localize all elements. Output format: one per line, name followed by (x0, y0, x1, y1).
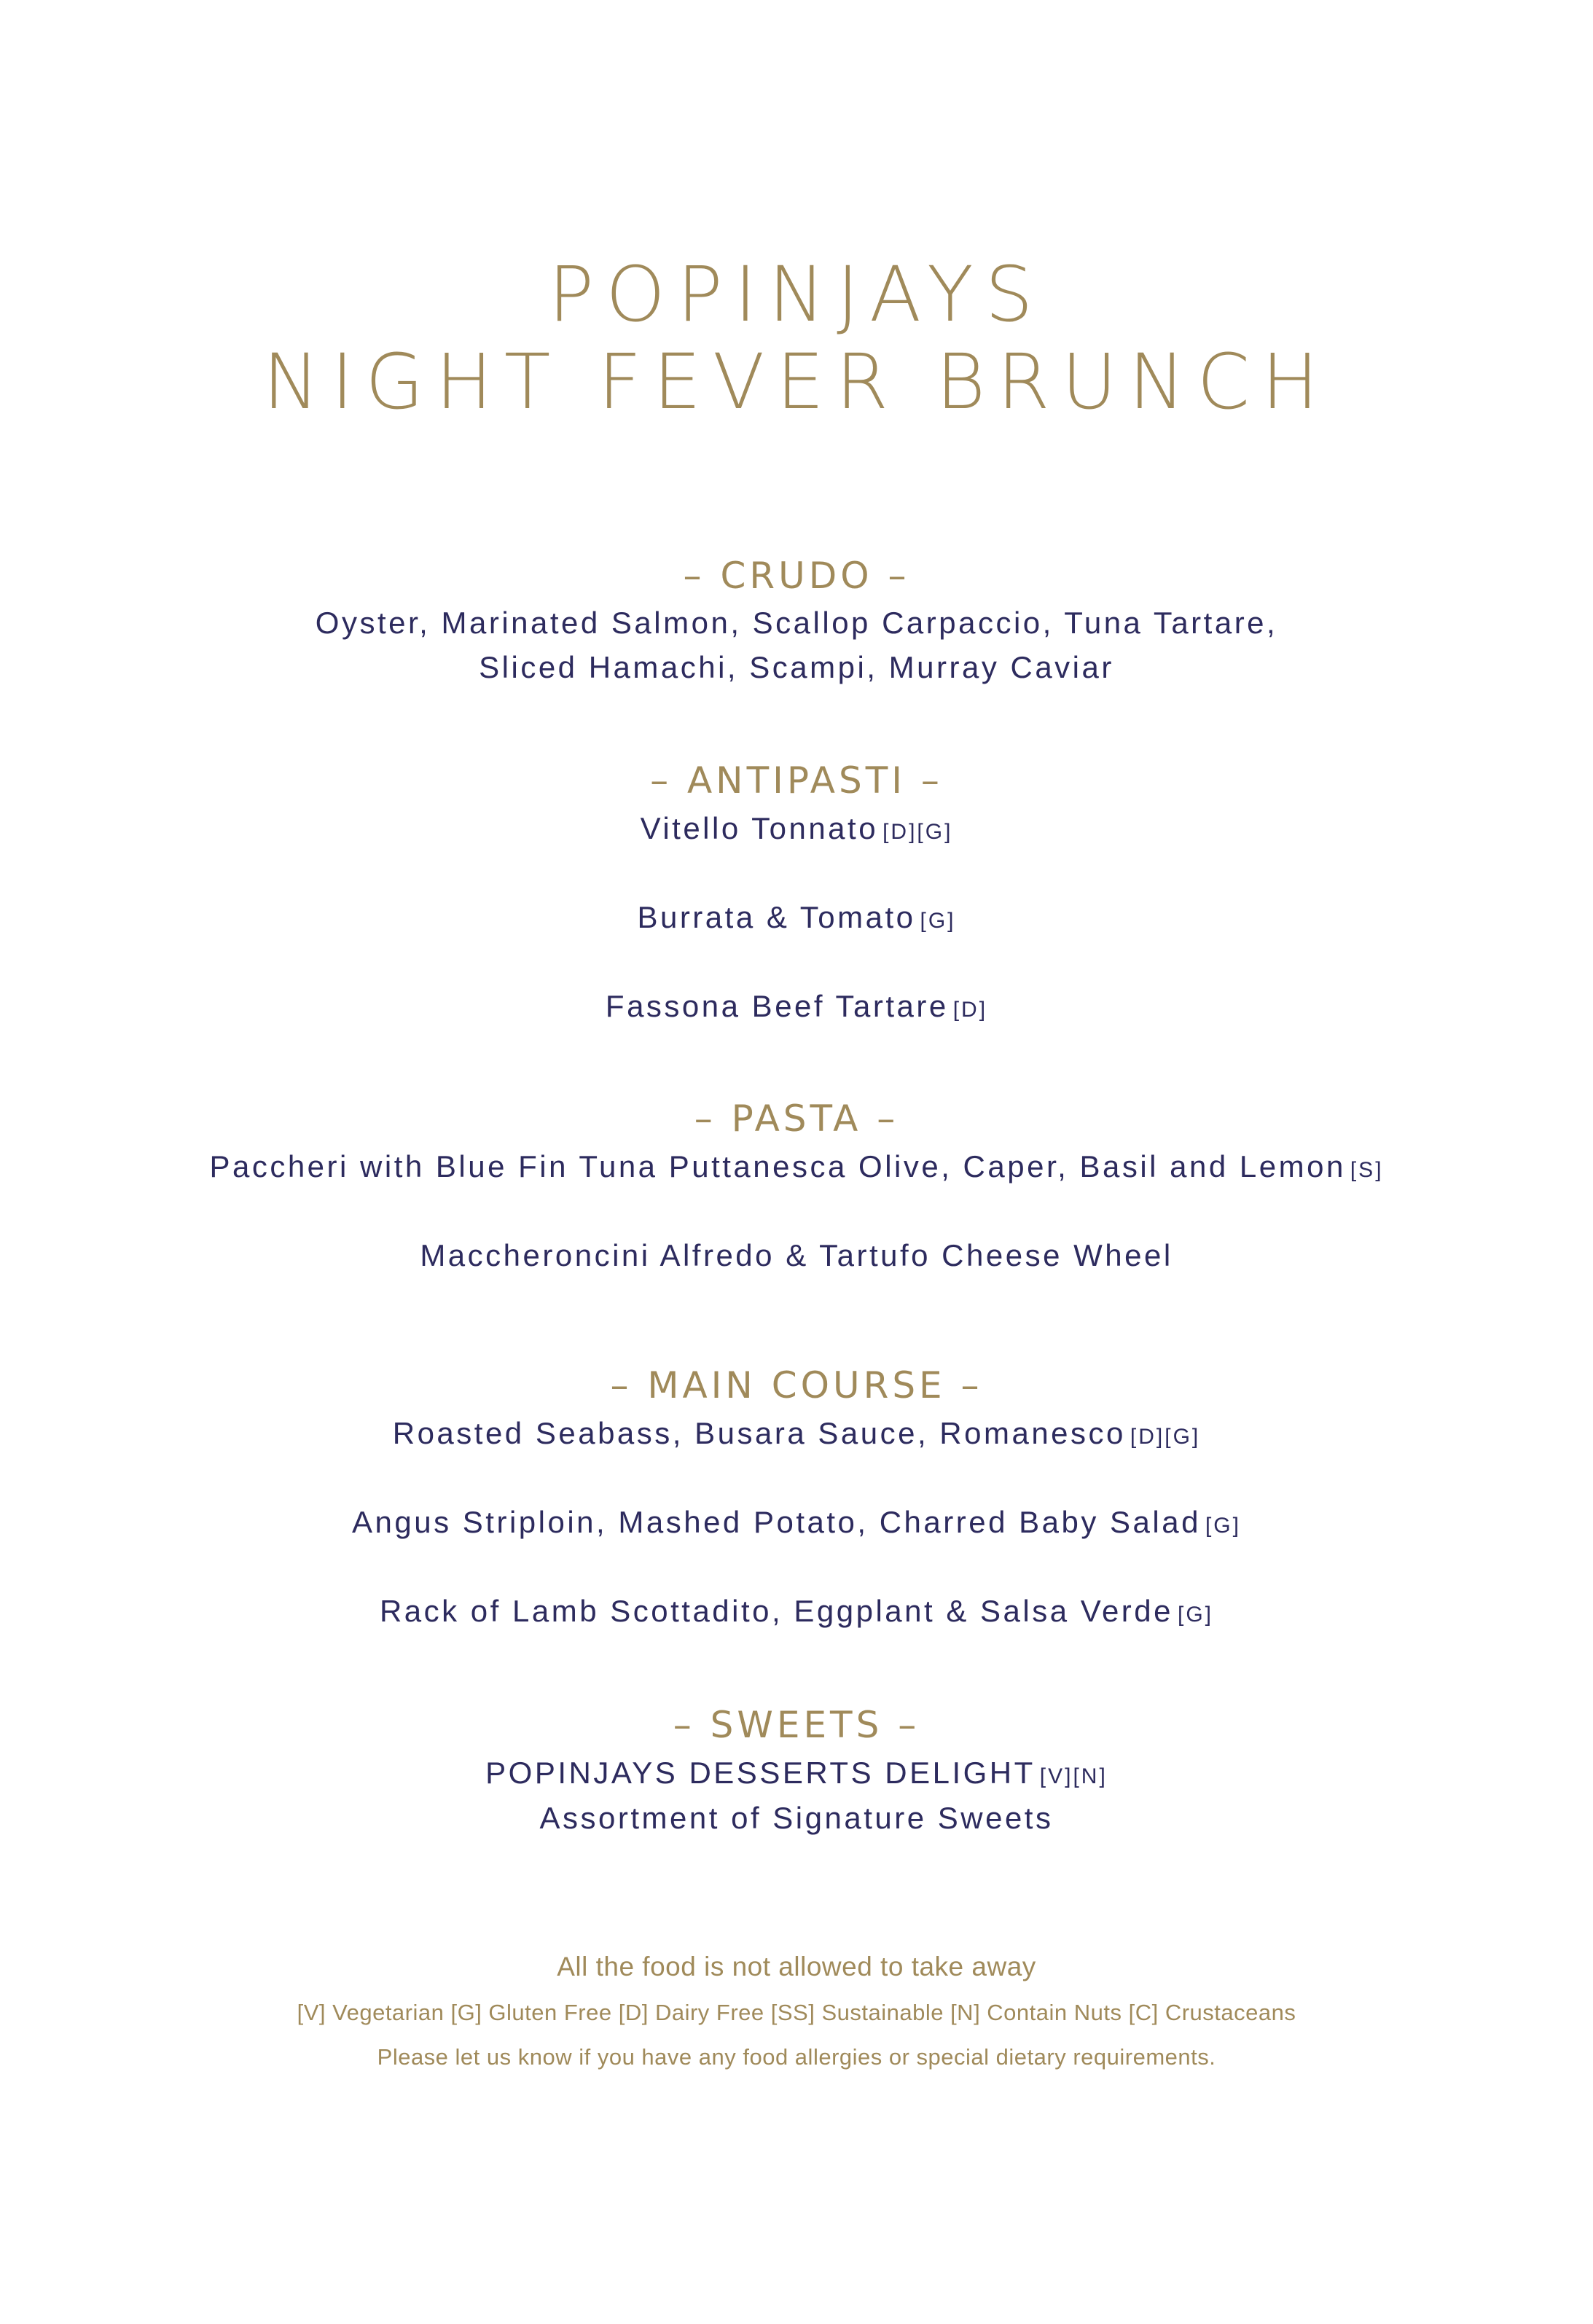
section-title-crudo: – CRUDO – (683, 555, 910, 597)
allergy-note: Please let us know if you have any food allergies or special dietary requirements. (377, 2044, 1216, 2070)
crudo-line-1: Oyster, Marinated Salmon, Scallop Carpaccio, Tuna Tartare, (315, 606, 1278, 640)
dietary-tags: [S] (1350, 1158, 1384, 1182)
takeaway-note: All the food is not allowed to take away (557, 1952, 1036, 1981)
menu-item-desserts-delight (0, 1758, 1593, 1788)
section-title-pasta: – PASTA – (694, 1098, 899, 1140)
menu-item-burrata-tomato (0, 902, 1593, 933)
section-title-antipasti: – ANTIPASTI – (650, 759, 943, 802)
menu-item-signature-sweets (0, 1803, 1593, 1834)
item-name: Vitello Tonnato (640, 811, 879, 845)
menu-item-fassona-beef-tartare (0, 991, 1593, 1022)
menu-item-roasted-seabass (0, 1418, 1593, 1449)
crudo-line-2: Sliced Hamachi, Scampi, Murray Caviar (479, 650, 1114, 684)
dietary-legend: [V] Vegetarian [G] Gluten Free [D] Dairy Free [SS] Sustainable [N] Contain Nuts [C] Crustaceans (297, 2000, 1296, 2025)
item-name: Roasted Seabass, Busara Sauce, Romanesco (392, 1416, 1126, 1450)
item-name: POPINJAYS DESSERTS DELIGHT (485, 1756, 1036, 1790)
section-title-sweets: – SWEETS – (673, 1704, 920, 1746)
dietary-tags: [D] (952, 998, 988, 1022)
item-name: Paccheri with Blue Fin Tuna Puttanesca Olive, Caper, Basil and Lemon (209, 1149, 1346, 1183)
menu-item-angus-striploin (0, 1507, 1593, 1538)
dietary-tags: [D][G] (882, 820, 953, 844)
section-title-main-course: – MAIN COURSE – (610, 1364, 983, 1406)
menu-item-maccheroncini (0, 1240, 1593, 1271)
item-name: Maccheroncini Alfredo & Tartufo Cheese Wheel (420, 1238, 1173, 1272)
menu-item-rack-of-lamb (0, 1596, 1593, 1627)
dietary-tags: [G] (920, 909, 956, 933)
menu-item-vitello-tonnato (0, 813, 1593, 844)
item-name: Assortment of Signature Sweets (539, 1801, 1054, 1835)
menu-title-line1: POPINJAYS (548, 250, 1045, 339)
menu-title-line2: NIGHT FEVER BRUNCH (262, 337, 1331, 426)
menu-item-paccheri (0, 1151, 1593, 1182)
item-name: Burrata & Tomato (637, 900, 916, 934)
item-name: Angus Striploin, Mashed Potato, Charred Baby Salad (352, 1505, 1201, 1539)
dietary-tags: [G] (1205, 1514, 1241, 1538)
item-name: Rack of Lamb Scottadito, Eggplant & Salsa Verde (379, 1594, 1174, 1628)
item-name: Fassona Beef Tartare (605, 989, 949, 1023)
dietary-tags: [V][N] (1039, 1764, 1108, 1788)
dietary-tags: [G] (1178, 1603, 1214, 1627)
dietary-tags: [D][G] (1130, 1425, 1201, 1449)
